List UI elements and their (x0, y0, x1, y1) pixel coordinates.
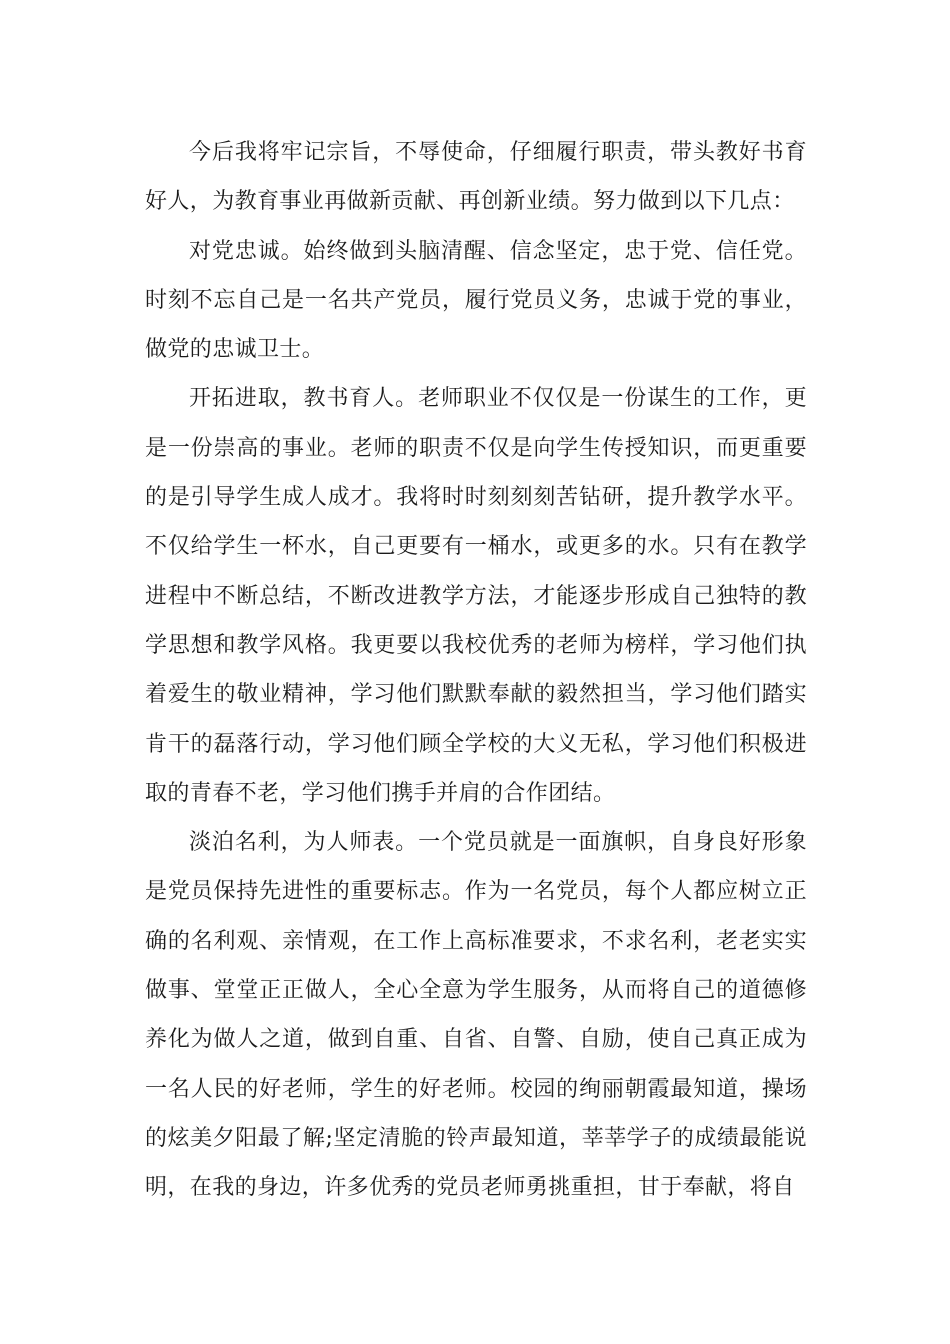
document-body (145, 128, 807, 1213)
paragraph-intro: 今后我将牢记宗旨，不辱使命，仔细履行职责，带头教好书育好人，为教育事业再做新贡献、再创新业绩。努力做到以下几点： (145, 140, 807, 215)
paragraph-teaching: 开拓进取，教书育人。老师职业不仅仅是一份谋生的工作，更是一份崇高的事业。老师的职责不仅是向学生传授知识，而更重要的是引导学生成人成才。我将时时刻刻刻苦钻研，提升教学水平。不仅给学生一杯水，自己更要有一桶水，或更多的水。只有在教学进程中不断总结，不断改进教学方法，才能逐步形成自己独特的教学思想和教学风格。我更要以我校优秀的老师为榜样，学习他们执着爱生的敬业精神，学习他们默默奉献的毅然担当，学习他们踏实肯干的磊落行动，学习他们顾全学校的大义无私，学习他们积极进取的青春不老，学习他们携手并肩的合作团结。 (145, 386, 807, 806)
paragraph-loyalty: 对党忠诚。始终做到头脑清醒、信念坚定，忠于党、信任党。时刻不忘自己是一名共产党员，履行党员义务，忠诚于党的事业，做党的忠诚卫士。 (145, 238, 807, 363)
paragraph-integrity: 淡泊名利，为人师表。一个党员就是一面旗帜，自身良好形象是党员保持先进性的重要标志。作为一名党员，每个人都应树立正确的名利观、亲情观，在工作上高标准要求，不求名利，老老实实做事、堂堂正正做人，全心全意为学生服务，从而将自己的道德修养化为做人之道，做到自重、自省、自警、自励，使自己真正成为一名人民的好老师，学生的好老师。校园的绚丽朝霞最知道，操场的炫美夕阳最了解;坚定清脆的铃声最知道，莘莘学子的成绩最能说明，在我的身边，许多优秀的党员老师勇挑重担，甘于奉献，将自 (145, 830, 807, 1201)
